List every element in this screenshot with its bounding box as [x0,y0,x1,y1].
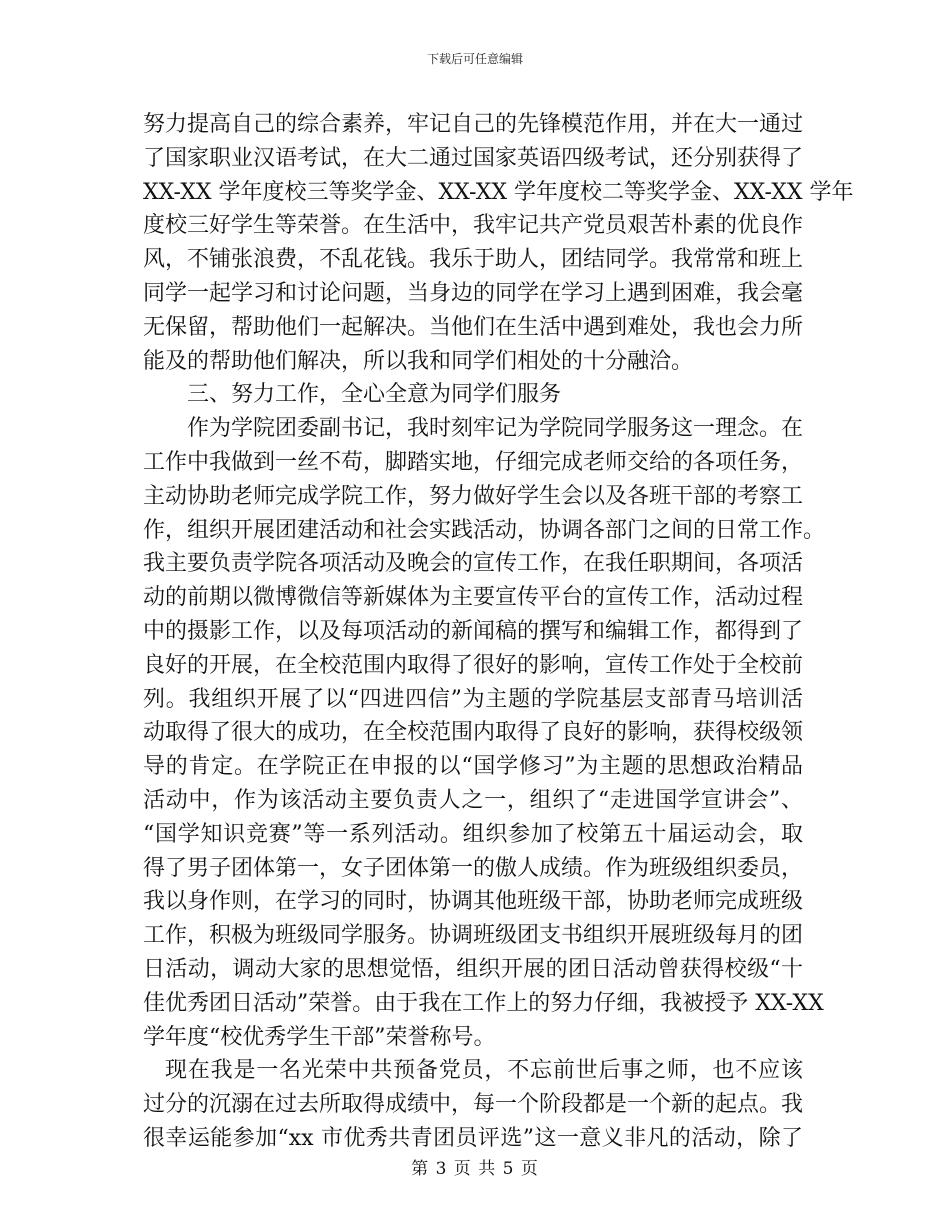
text-line: 作为学院团委副书记，我时刻牢记为学院同学服务这一理念。在 [187,416,804,442]
text-line: 活动中，作为该活动主要负责人之一，组织了“走进国学宣讲会”、 [143,787,803,813]
text-line: 我主要负责学院各项活动及晚会的宣传工作，在我任职期间，各项活 [143,551,804,577]
section-heading: 三、努力工作，全心全意为同学们服务 [187,382,562,408]
text-line: 过分的沉溺在过去所取得成绩中，每一个阶段都是一个新的起点。我 [143,1092,804,1118]
text-line: 现在我是一名光荣中共预备党员，不忘前世后事之师，也不应该 [165,1058,803,1084]
text-line: 得了男子团体第一，女子团体第一的傲人成绩。作为班级组织委员， [143,855,804,881]
text-line: 导的肯定。在学院正在申报的以“国学修习”为主题的思想政治精品 [143,754,803,780]
text-line: 了国家职业汉语考试，在大二通过国家英语四级考试，还分别获得了 [143,145,804,171]
text-line: 动取得了很大的成功，在全校范围内取得了良好的影响，获得校级领 [143,720,804,746]
text-line: 很幸运能参加“xx 市优秀共青团员评选”这一意义非凡的活动，除了 [143,1125,803,1151]
document-body [143,108,854,1156]
text-line: 中的摄影工作，以及每项活动的新闻稿的撰写和编辑工作，都得到了 [143,618,804,644]
text-line: 度校三好学生等荣誉。在生活中，我牢记共产党员艰苦朴素的优良作 [143,213,804,239]
text-line: 日活动，调动大家的思想觉悟，组织开展的团日活动曾获得校级“十 [143,956,803,982]
text-line: 同学一起学习和讨论问题，当身边的同学在学习上遇到困难，我会毫 [143,280,804,306]
text-line: 动的前期以微博微信等新媒体为主要宣传平台的宣传工作，活动过程 [143,585,804,611]
text-line: 风，不铺张浪费，不乱花钱。我乐于助人，团结同学。我常常和班上 [143,247,804,273]
text-line: 作，组织开展团建活动和社会实践活动，协调各部门之间的日常工作。 [143,517,826,543]
text-line: 列。我组织开展了以“四进四信”为主题的学院基层支部青马培训活 [143,686,803,712]
text-line: 工作中我做到一丝不苟，脚踏实地，仔细完成老师交给的各项任务， [143,449,804,475]
text-line: 工作，积极为班级同学服务。协调班级团支书组织开展班级每月的团 [143,923,804,949]
text-line: XX-XX 学年度校三等奖学金、XX-XX 学年度校二等奖学金、XX-XX 学年 [143,179,854,205]
page-number-footer: 第 3 页 共 5 页 [411,1159,539,1179]
text-line: 佳优秀团日活动”荣誉。由于我在工作上的努力仔细，我被授予 XX-XX [143,990,824,1016]
text-line: 良好的开展，在全校范围内取得了很好的影响，宣传工作处于全校前 [143,652,804,678]
page-header: 下载后可任意编辑 [426,52,523,66]
text-line: 学年度“校优秀学生干部”荣誉称号。 [143,1024,496,1050]
text-line: 我以身作则，在学习的同时，协调其他班级干部，协助老师完成班级 [143,889,804,915]
text-line: “国学知识竞赛”等一系列活动。组织参加了校第五十届运动会，取 [143,821,803,847]
text-line: 能及的帮助他们解决，所以我和同学们相处的十分融洽。 [143,348,694,374]
text-line: 无保留，帮助他们一起解决。当他们在生活中遇到难处，我也会力所 [143,314,804,340]
text-line: 努力提高自己的综合素养，牢记自己的先锋模范作用，并在大一通过 [143,112,804,137]
text-line: 主动协助老师完成学院工作，努力做好学生会以及各班干部的考察工 [143,483,804,509]
